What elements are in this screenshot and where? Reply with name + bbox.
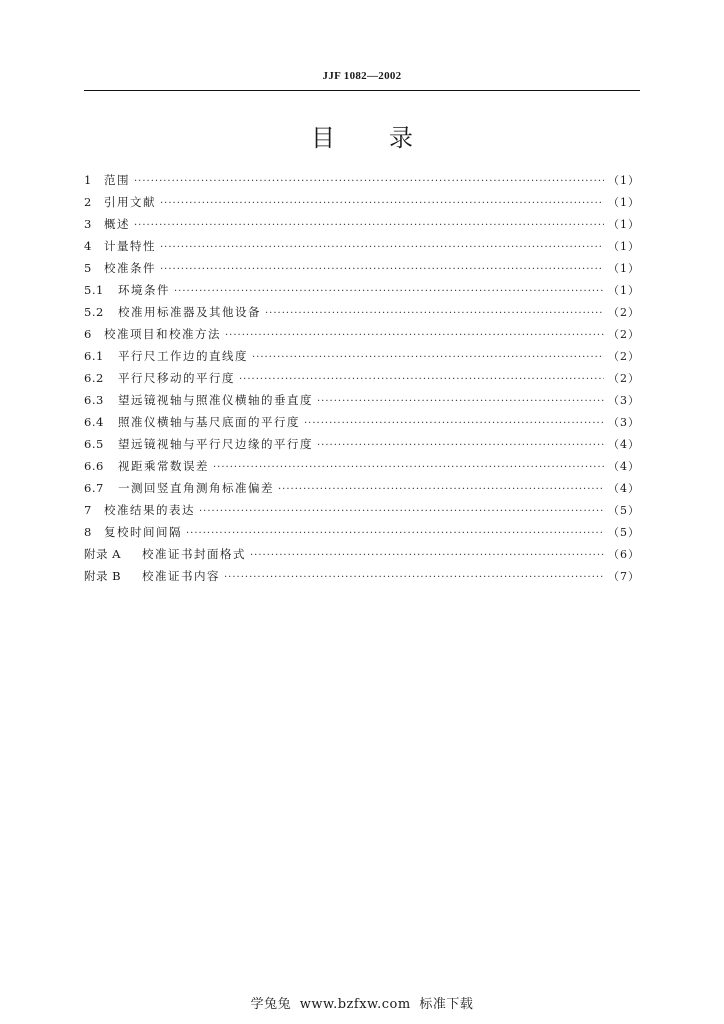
toc-entry-page: （4） — [608, 482, 640, 495]
toc-entry-page: （4） — [608, 460, 640, 473]
toc-entry-label: 环境条件 — [118, 283, 170, 297]
toc-entry-page: （2） — [608, 306, 640, 319]
toc-entry-label: 平行尺工作边的直线度 — [118, 349, 248, 363]
toc-entry-label: 校准证书内容 — [142, 569, 220, 583]
toc-entry[interactable] — [84, 323, 640, 345]
footer-site-name: 学兔兔 — [250, 997, 292, 1012]
toc-entry-appendix[interactable] — [84, 543, 640, 565]
toc-entry-page: （3） — [608, 394, 640, 407]
toc-leader-dots — [317, 391, 604, 413]
toc-entry-number: 5.2 — [84, 305, 104, 319]
toc-entry-page: （2） — [608, 328, 640, 341]
toc-entry-number: 6.7 — [84, 481, 104, 495]
toc-entry-label: 引用文献 — [104, 195, 156, 209]
toc-leader-dots — [199, 501, 604, 523]
toc-entry-label: 望远镜视轴与平行尺边缘的平行度 — [118, 437, 313, 451]
toc-entry-label: 概述 — [104, 217, 130, 231]
toc-entry-page: （5） — [608, 504, 640, 517]
toc-leader-dots — [134, 215, 604, 237]
toc-entry-number: 6.2 — [84, 371, 104, 385]
toc-entry-label: 校准证书封面格式 — [142, 547, 246, 561]
toc-entry[interactable] — [84, 169, 640, 191]
toc-leader-dots — [224, 567, 604, 589]
toc-leader-dots — [278, 479, 604, 501]
toc-entry-number: 6.3 — [84, 393, 104, 407]
toc-entry[interactable] — [84, 499, 640, 521]
toc-entry-label: 平行尺移动的平行度 — [118, 371, 235, 385]
toc-entry-page: （2） — [608, 372, 640, 385]
page-title: 目录 — [311, 124, 467, 152]
toc-entry-number: 2 — [84, 195, 92, 209]
toc-entry[interactable] — [84, 345, 640, 367]
toc-leader-dots — [160, 237, 604, 259]
toc-entry-number: 5 — [84, 261, 92, 275]
toc-entry[interactable] — [84, 411, 640, 433]
table-of-contents — [84, 169, 640, 587]
toc-entry-number: 5.1 — [84, 283, 104, 297]
toc-entry-number: 附录 B — [84, 569, 122, 583]
toc-entry-number: 6.4 — [84, 415, 104, 429]
toc-leader-dots — [252, 347, 604, 369]
toc-leader-dots — [134, 171, 604, 193]
toc-entry-label: 照准仪横轴与基尺底面的平行度 — [118, 415, 300, 429]
toc-entry-page: （1） — [608, 284, 640, 297]
toc-entry-number: 3 — [84, 217, 92, 231]
footer-url[interactable]: www.bzfxw.com — [299, 997, 411, 1012]
footer-tagline: 标准下载 — [419, 997, 474, 1012]
toc-entry[interactable] — [84, 477, 640, 499]
toc-entry-label: 校准结果的表达 — [104, 503, 195, 517]
toc-leader-dots — [265, 303, 604, 325]
toc-entry-number: 7 — [84, 503, 92, 517]
toc-entry-page: （1） — [608, 218, 640, 231]
toc-leader-dots — [213, 457, 604, 479]
toc-entry[interactable] — [84, 279, 640, 301]
toc-entry-page: （1） — [608, 174, 640, 187]
toc-entry[interactable] — [84, 455, 640, 477]
toc-entry-label: 校准条件 — [104, 261, 156, 275]
toc-leader-dots — [174, 281, 604, 303]
toc-entry[interactable] — [84, 521, 640, 543]
toc-entry-page: （1） — [608, 262, 640, 275]
toc-entry[interactable] — [84, 235, 640, 257]
toc-entry[interactable] — [84, 433, 640, 455]
toc-entry-number: 6.5 — [84, 437, 104, 451]
toc-entry-number: 4 — [84, 239, 92, 253]
toc-entry-number: 6.1 — [84, 349, 104, 363]
toc-leader-dots — [160, 259, 604, 281]
toc-entry-label: 校准用标准器及其他设备 — [118, 305, 261, 319]
toc-entry-number: 6 — [84, 327, 92, 341]
toc-entry-page: （5） — [608, 526, 640, 539]
toc-entry-label: 望远镜视轴与照准仪横轴的垂直度 — [118, 393, 313, 407]
toc-entry-number: 附录 A — [84, 547, 121, 561]
toc-leader-dots — [239, 369, 604, 391]
toc-entry[interactable] — [84, 301, 640, 323]
toc-leader-dots — [225, 325, 604, 347]
toc-entry-page: （4） — [608, 438, 640, 451]
toc-leader-dots — [317, 435, 604, 457]
toc-entry-appendix[interactable] — [84, 565, 640, 587]
toc-entry-label: 复校时间间隔 — [104, 525, 182, 539]
toc-entry-number: 1 — [84, 173, 92, 187]
toc-entry[interactable] — [84, 389, 640, 411]
toc-entry-page: （6） — [608, 548, 640, 561]
toc-entry[interactable] — [84, 213, 640, 235]
toc-entry[interactable] — [84, 191, 640, 213]
toc-entry-number: 6.6 — [84, 459, 104, 473]
toc-entry-page: （7） — [608, 570, 640, 583]
toc-entry[interactable] — [84, 367, 640, 389]
toc-entry[interactable] — [84, 257, 640, 279]
toc-entry-page: （1） — [608, 240, 640, 253]
toc-leader-dots — [186, 523, 604, 545]
toc-leader-dots — [250, 545, 604, 567]
toc-entry-label: 计量特性 — [104, 239, 156, 253]
toc-entry-label: 校准项目和校准方法 — [104, 327, 221, 341]
toc-entry-label: 视距乘常数误差 — [118, 459, 209, 473]
toc-entry-label: 一测回竖直角测角标准偏差 — [118, 481, 274, 495]
header-divider — [84, 90, 640, 91]
footer-watermark — [0, 993, 724, 1012]
toc-leader-dots — [304, 413, 604, 435]
toc-entry-label: 范围 — [104, 173, 130, 187]
toc-entry-page: （2） — [608, 350, 640, 363]
toc-entry-number: 8 — [84, 525, 92, 539]
toc-entry-page: （3） — [608, 416, 640, 429]
document-code: JJF 1082—2002 — [322, 70, 402, 82]
toc-leader-dots — [160, 193, 604, 215]
toc-entry-page: （1） — [608, 196, 640, 209]
